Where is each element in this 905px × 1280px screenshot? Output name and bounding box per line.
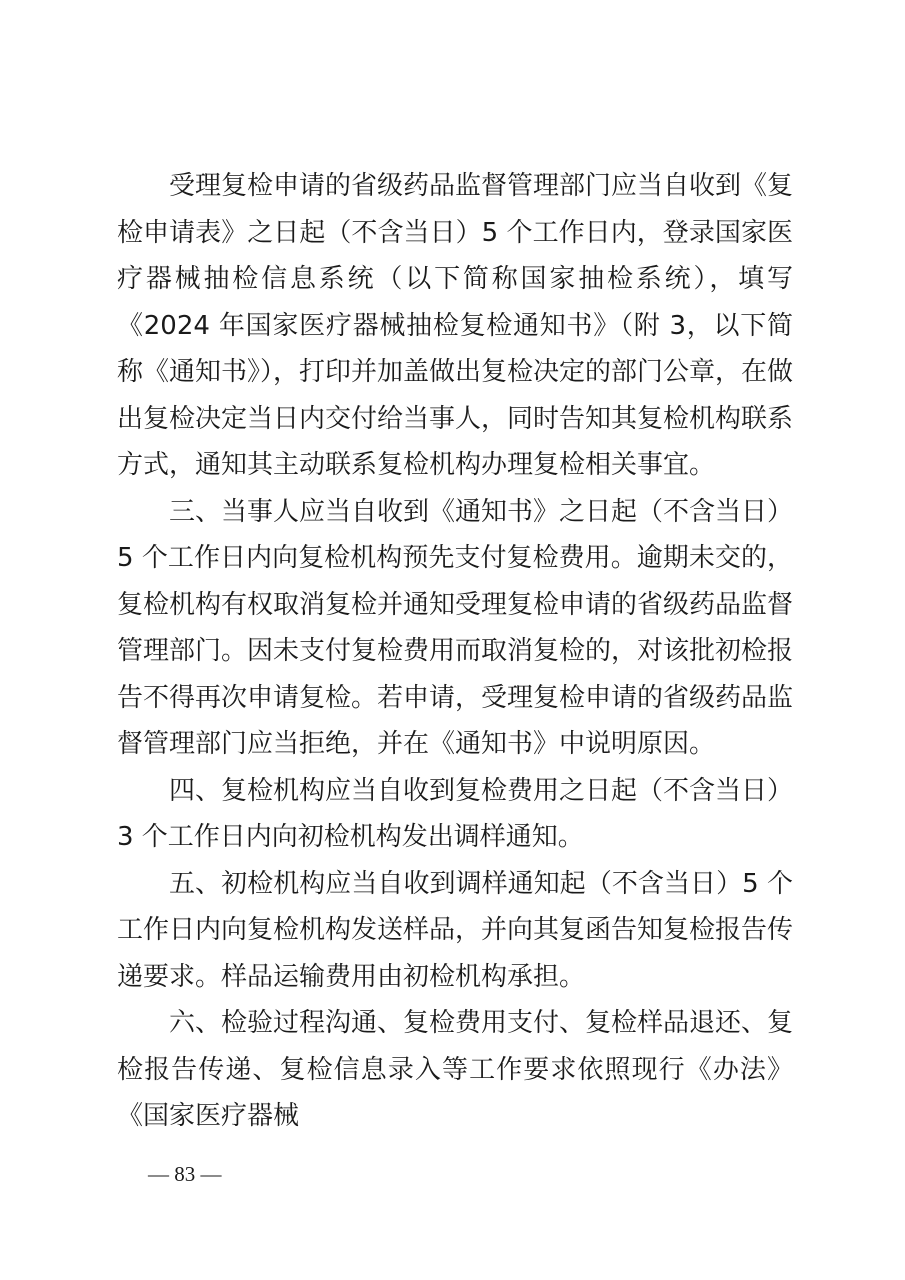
paragraph-1: 受理复检申请的省级药品监督管理部门应当自收到《复检申请表》之日起（不含当日）5 个工作日内，登录国家医疗器械抽检信息系统（以下简称国家抽检系统），填写《2024 年国家医疗器械抽检复检通知书》（附 3，以下简称《通知书》），打印并加盖做出复检决定的部门公章，在做出复检决定当日内交付给当事人，同时告知其复检机构联系方式，通知其主动联系复检机构办理复检相关事宜。 <box>117 171 794 480</box>
paragraph-3: 四、复检机构应当自收到复检费用之日起（不含当日）3 个工作日内向初检机构发出调样通知。 <box>117 775 794 852</box>
paragraph-4: 五、初检机构应当自收到调样通知起（不含当日）5 个工作日内向复检机构发送样品，并向其复函告知复检报告传递要求。样品运输费用由初检机构承担。 <box>117 868 794 992</box>
paragraph-5: 六、检验过程沟通、复检费用支付、复检样品退还、复检报告传递、复检信息录入等工作要求依照现行《办法》《国家医疗器械 <box>117 1008 794 1131</box>
document-body <box>117 163 793 1140</box>
paragraph-2: 三、当事人应当自收到《通知书》之日起（不含当日）5 个工作日内向复检机构预先支付复检费用。逾期未交的，复检机构有权取消复检并通知受理复检申请的省级药品监督管理部门。因未支付复检费用而取消复检的，对该批初检报告不得再次申请复检。若申请，受理复检申请的省级药品监督管理部门应当拒绝，并在《通知书》中说明原因。 <box>117 496 794 759</box>
page-number: — 83 — <box>148 1162 222 1186</box>
